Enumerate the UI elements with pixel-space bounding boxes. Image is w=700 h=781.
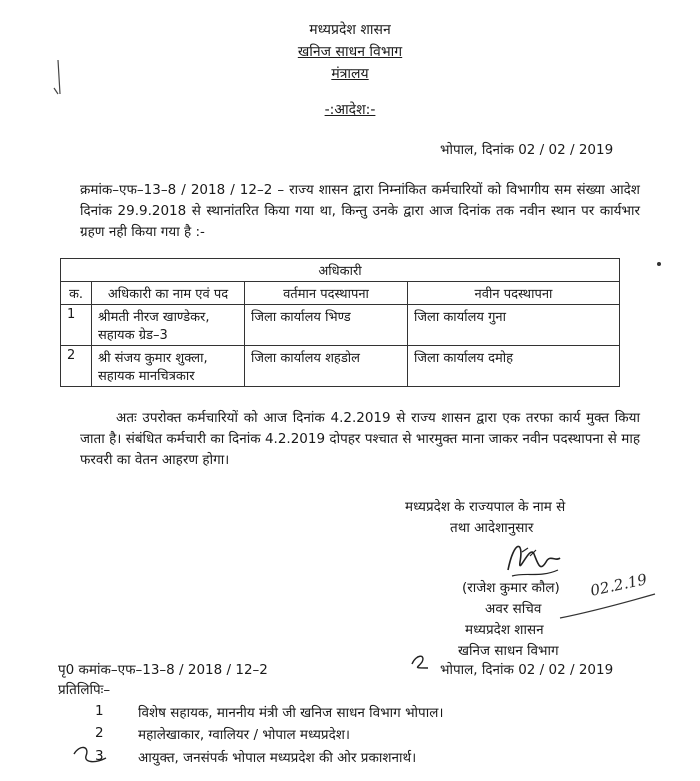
table-group-header: अधिकारी xyxy=(61,259,620,282)
signatory-office1: मध्यप्रदेश शासन xyxy=(465,622,544,638)
table-header-row xyxy=(61,282,620,305)
handwritten-initial-mark xyxy=(408,650,432,672)
order-title: -:आदेश:- xyxy=(324,102,376,118)
list-item-number: 3 xyxy=(95,748,104,764)
staff-transfer-table xyxy=(60,258,620,387)
table-row xyxy=(61,305,620,346)
cell-new-posting: जिला कार्यालय गुना xyxy=(408,305,620,346)
department-name: खनिज साधन विभाग xyxy=(297,44,403,60)
cell-new-posting: जिला कार्यालय दमोह xyxy=(408,346,620,387)
cell-current-posting: जिला कार्यालय भिण्ड xyxy=(245,305,408,346)
signatory-name: (राजेश कुमार कौल) xyxy=(462,580,560,596)
margin-pen-mark xyxy=(52,58,66,98)
govt-name: मध्यप्रदेश शासन xyxy=(309,22,391,38)
relief-paragraph: अतः उपरोक्त कर्मचारियों को आज दिनांक 4.2.2019 से राज्य शासन द्वारा एक तरफा कार्य मुक्त किया जाता है। संबंधित कर्मचारी का दिनांक 4.2.2019 दोपहर पश्चात से भारमुक्त माना जाकर नवीन पदस्थापना से माह फरवरी का वेतन आहरण होगा। xyxy=(80,410,640,468)
ministry-name: मंत्रालय xyxy=(331,66,369,82)
place-date-top: भोपाल, दिनांक 02 / 02 / 2019 xyxy=(440,142,614,158)
col-name: अधिकारी का नाम एवं पद xyxy=(92,282,245,305)
table-row xyxy=(61,346,620,387)
signatory-office2: खनिज साधन विभाग xyxy=(458,643,559,659)
cell-name: श्रीमती नीरज खाण्डेकर, सहायक ग्रेड–3 xyxy=(92,305,245,346)
cell-current-posting: जिला कार्यालय शहडोल xyxy=(245,346,408,387)
handwritten-tick-mark xyxy=(72,742,108,766)
col-serial: क. xyxy=(61,282,92,305)
margin-dot xyxy=(657,262,661,266)
cell-serial: 1 xyxy=(61,305,92,346)
list-item-number: 2 xyxy=(95,725,104,741)
signatory-designation: अवर सचिव xyxy=(485,601,542,617)
handwritten-date: 02.2.19 xyxy=(588,570,649,600)
order-paragraph: क्रमांक–एफ–13–8 / 2018 / 12–2 – राज्य शासन द्वारा निम्नांकित कर्मचारियों को विभागीय सम संख्या आदेश दिनांक 29.9.2018 से स्थानांतरित किया गया था, किन्तु उनके द्वारा आज दिनांक तक नवीन स्थान पर कार्यभार ग्रहण नही किया गया है :- xyxy=(80,182,640,240)
signature-order-line: तथा आदेशानुसार xyxy=(450,520,534,536)
copy-to-label: प्रतिलिपिः– xyxy=(58,682,111,698)
copy-reference: पृ0 कमांक–एफ–13–8 / 2018 / 12–2 xyxy=(58,662,268,678)
handwritten-date-underline xyxy=(560,592,660,622)
col-new-posting: नवीन पदस्थापना xyxy=(408,282,620,305)
signature-authority-line: मध्यप्रदेश के राज्यपाल के नाम से xyxy=(405,499,566,515)
col-current-posting: वर्तमान पदस्थापना xyxy=(245,282,408,305)
list-item-number: 1 xyxy=(95,703,104,719)
place-date-bottom: भोपाल, दिनांक 02 / 02 / 2019 xyxy=(440,662,614,678)
cell-serial: 2 xyxy=(61,346,92,387)
cell-name: श्री संजय कुमार शुक्ला, सहायक मानचित्रकार xyxy=(92,346,245,387)
list-item: विशेष सहायक, माननीय मंत्री जी खनिज साधन विभाग भोपाल। xyxy=(138,705,444,721)
list-item: आयुक्त, जनसंपर्क भोपाल मध्यप्रदेश की ओर प्रकाशनार्थ। xyxy=(138,750,417,766)
list-item: महालेखाकार, ग्वालियर / भोपाल मध्यप्रदेश। xyxy=(138,727,351,743)
